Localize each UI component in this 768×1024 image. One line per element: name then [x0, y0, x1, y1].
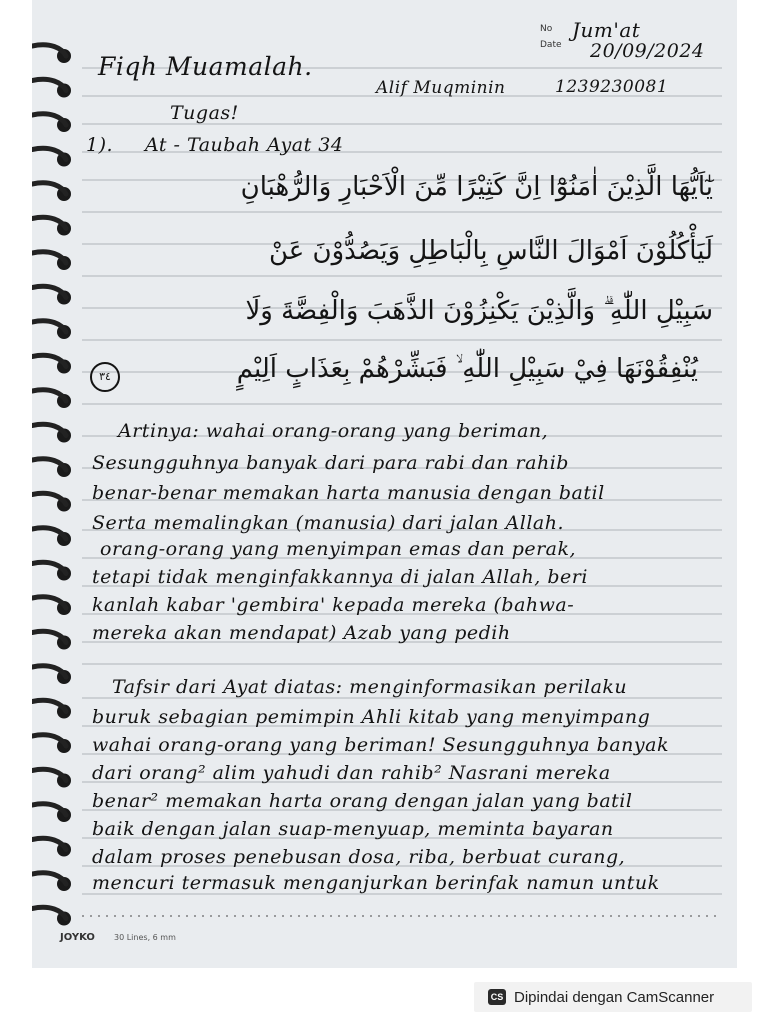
camscanner-label: Dipindai dengan CamScanner	[514, 988, 715, 1006]
translation-line: benar-benar memakan harta manusia dengan batil	[92, 482, 605, 504]
translation-line: mereka akan mendapat) Azab yang pedih	[92, 622, 511, 644]
camscanner-icon: CS	[488, 989, 506, 1005]
arabic-line: يٰٓاَيُّهَا الَّذِيْنَ اٰمَنُوْٓا اِنَّ كَثِيْرًا مِّنَ الْاَحْبَارِ وَالرُّهْبَانِ	[240, 172, 713, 202]
translation-line: tetapi tidak menginfakkannya di jalan Allah, beri	[92, 566, 588, 588]
no-label: No	[540, 24, 553, 34]
brand-note: 30 Lines, 6 mm	[114, 933, 176, 942]
arabic-line: يُنْفِقُوْنَهَا فِيْ سَبِيْلِ اللّٰهِ ۙ فَبَشِّرْهُمْ بِعَذَابٍ اَلِيْمٍ	[236, 354, 698, 384]
arabic-line: سَبِيْلِ اللّٰهِ ۗ وَالَّذِيْنَ يَكْنِزُوْنَ الذَّهَبَ وَالْفِضَّةَ وَلَا	[245, 296, 713, 326]
tafsir-line: benar² memakan harta orang dengan jalan yang batil	[92, 790, 633, 812]
surah-reference: At - Taubah Ayat 34	[145, 134, 344, 156]
brand-logo: JOYKO	[60, 932, 95, 943]
tafsir-line: dari orang² alim yahudi dan rahib² Nasrani mereka	[92, 762, 611, 784]
tafsir-line: Tafsir dari Ayat diatas: menginformasikan perilaku	[112, 676, 628, 698]
tafsir-line: dalam proses penebusan dosa, riba, berbuat curang,	[92, 846, 626, 868]
tafsir-line: wahai orang-orang yang beriman! Sesungguhnya banyak	[92, 734, 669, 756]
student-name: Alif Muqminin	[376, 78, 506, 98]
ayah-number-mark: ٣٤	[90, 362, 120, 392]
date-text: 20/09/2024	[590, 40, 705, 62]
translation-line: orang-orang yang menyimpan emas dan perak,	[100, 538, 577, 560]
translation-line: Artinya: wahai orang-orang yang beriman,	[118, 420, 549, 442]
tafsir-line: buruk sebagian pemimpin Ahli kitab yang menyimpang	[92, 706, 651, 728]
item-number: 1).	[86, 134, 114, 156]
translation-line: Serta memalingkan (manusia) dari jalan Allah.	[92, 512, 565, 534]
date-label: Date	[540, 40, 562, 50]
translation-line: Sesungguhnya banyak dari para rabi dan rahib	[92, 452, 569, 474]
task-label: Tugas!	[170, 102, 239, 124]
tafsir-line: mencuri termasuk menganjurkan berinfak namun untuk	[92, 872, 660, 894]
arabic-line: لَيَأْكُلُوْنَ اَمْوَالَ النَّاسِ بِالْبَاطِلِ وَيَصُدُّوْنَ عَنْ	[268, 236, 713, 266]
tafsir-line: baik dengan jalan suap-menyuap, meminta bayaran	[92, 818, 614, 840]
page-title: Fiqh Muamalah.	[98, 52, 313, 81]
camscanner-watermark	[474, 982, 752, 1012]
translation-line: kanlah kabar 'gembira' kepada mereka (bahwa-	[92, 594, 575, 616]
day-text: Jum'at	[572, 18, 641, 42]
student-id: 1239230081	[555, 77, 669, 97]
